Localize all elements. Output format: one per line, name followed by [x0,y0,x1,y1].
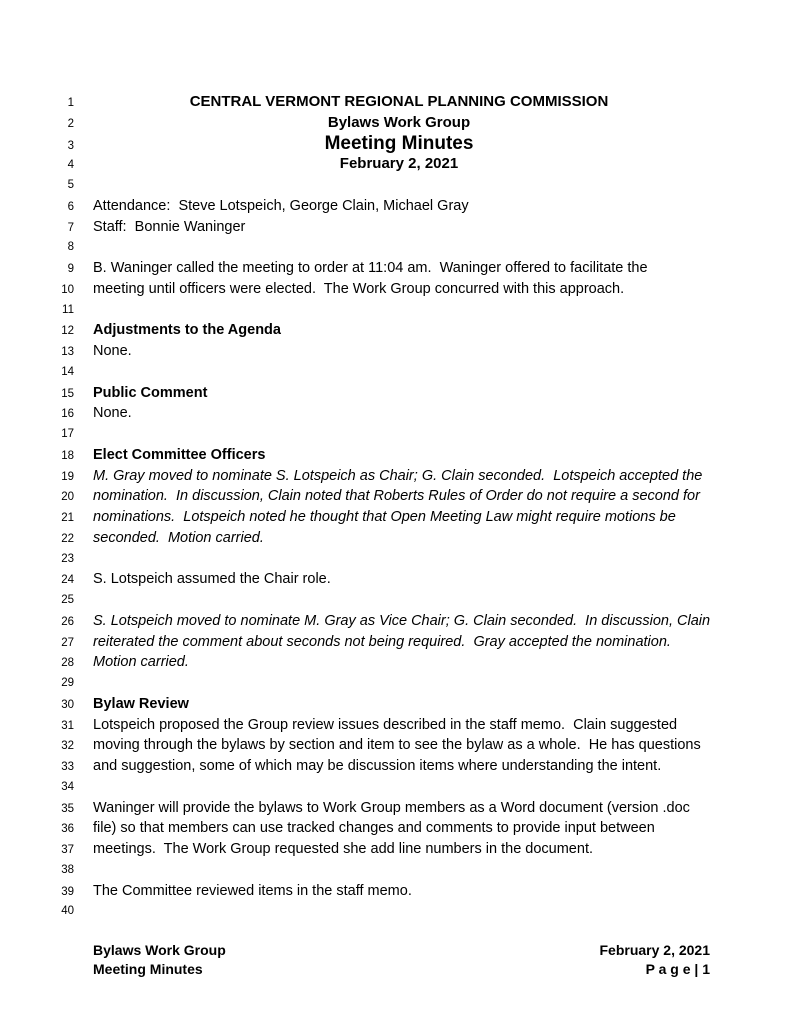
document-line [0,175,791,196]
line-text: None. [93,405,132,422]
document-line [0,528,791,549]
line-number: 36 [61,823,74,836]
line-text: Motion carried. [93,654,189,671]
line-number: 15 [61,387,74,400]
document-line [0,777,791,798]
document-line [0,694,791,715]
document-body [0,92,791,922]
document-line [0,549,791,570]
document-line [0,486,791,507]
document-line [0,258,791,279]
document-line [0,839,791,860]
line-number: 5 [67,179,74,191]
line-number: 38 [61,863,74,876]
line-text: nomination. In discussion, Clain noted that Roberts Rules of Order do not require a second for [93,488,700,505]
line-text: and suggestion, some of which may be discussion items where understanding the intent. [93,758,662,774]
document-line [0,715,791,736]
line-number: 33 [61,761,74,773]
line-text: Lotspeich proposed the Group review issues described in the staff memo. Clain suggested [93,716,678,733]
document-line [0,632,791,653]
line-text: Staff: Bonnie Waninger [93,218,246,235]
line-text: CENTRAL VERMONT REGIONAL PLANNING COMMISSION [189,93,609,110]
line-text: file) so that members can use tracked changes and comments to provide input between [93,820,655,837]
document-line [0,507,791,528]
line-text: February 2, 2021 [339,155,459,173]
line-number: 29 [61,677,74,689]
document-line [0,383,791,404]
line-number: 25 [61,594,74,606]
footer-page-number: P a g e | 1 [645,961,710,977]
line-number: 18 [61,449,74,462]
line-text: nominations. Lotspeich noted he thought that Open Meeting Law might require motions be [93,509,676,525]
line-text: Meeting Minutes [324,133,474,154]
line-text: Waninger will provide the bylaws to Work Group members as a Word document (version .doc [93,799,690,816]
document-line [0,279,791,300]
document-line [0,341,791,362]
line-number: 37 [61,844,74,856]
line-text: Bylaw Review [93,695,189,712]
footer-doc-title: Meeting Minutes [93,961,203,977]
document-line [0,881,791,902]
line-text: The Committee reviewed items in the staff memo. [93,882,412,899]
document-line [0,818,791,839]
line-number: 28 [61,657,74,670]
line-text: Adjustments to the Agenda [93,322,281,339]
document-line [0,362,791,383]
line-number: 3 [67,139,74,152]
line-text: moving through the bylaws by section and item to see the bylaw as a whole. He has questions [93,737,701,754]
line-number: 1 [67,97,74,109]
line-text: S. Lotspeich moved to nominate M. Gray as Vice Chair; G. Clain seconded. In discussion, Clain [93,612,711,629]
line-number: 14 [61,365,74,378]
line-number: 35 [61,802,74,815]
document-line [0,196,791,217]
line-text: Elect Committee Officers [93,446,266,463]
line-number: 16 [61,408,74,421]
line-number: 27 [61,636,74,649]
line-text: reiterated the comment about seconds not being required. Gray accepted the nomination. [93,633,671,650]
line-number: 21 [61,512,74,524]
document-line [0,134,791,155]
document-line [0,798,791,819]
document-line [0,320,791,341]
document-line [0,237,791,258]
line-text: M. Gray moved to nominate S. Lotspeich as Chair; G. Clain seconded. Lotspeich accepted the [93,467,703,484]
footer-group-name: Bylaws Work Group [93,942,226,958]
line-number: 9 [67,263,74,275]
document-line [0,424,791,445]
line-number: 20 [61,491,74,504]
document-line [0,652,791,673]
line-text: B. Waninger called the meeting to order at 11:04 am. Waninger offered to facilitate the [93,260,648,276]
line-number: 8 [67,241,74,254]
line-number: 31 [61,719,74,732]
line-number: 32 [61,740,74,753]
line-number: 4 [67,159,74,172]
document-line [0,673,791,694]
footer-date: February 2, 2021 [599,942,710,958]
line-number: 12 [61,325,74,338]
document-line [0,569,791,590]
document-line [0,611,791,632]
footer-right [599,941,710,979]
line-number: 19 [61,470,74,483]
line-text: Attendance: Steve Lotspeich, George Clain, Michael Gray [93,197,469,214]
line-number: 17 [61,428,74,440]
document-line [0,901,791,922]
document-line [0,300,791,321]
document-line [0,860,791,881]
line-text: meeting until officers were elected. The Work Group concurred with this approach. [93,280,625,297]
line-text: Public Comment [93,384,208,401]
line-text: seconded. Motion carried. [93,529,264,546]
footer-left [93,941,226,979]
line-number: 24 [61,574,74,587]
line-number: 40 [61,905,74,918]
document-line [0,92,791,113]
line-number: 23 [61,552,74,565]
document-line [0,756,791,777]
document-line [0,466,791,487]
line-number: 10 [61,283,74,296]
line-number: 22 [61,532,74,545]
line-number: 11 [62,303,74,316]
document-line [0,445,791,466]
document-line [0,403,791,424]
line-number: 34 [61,780,74,793]
line-number: 26 [61,615,74,628]
line-text: S. Lotspeich assumed the Chair role. [93,571,331,588]
line-text: Bylaws Work Group [327,113,471,131]
line-number: 39 [61,885,74,898]
document-line [0,154,791,175]
document-line [0,217,791,238]
page-footer [93,941,710,979]
line-number: 7 [67,221,74,234]
document-line [0,590,791,611]
line-number: 13 [61,346,74,358]
line-text: None. [93,343,132,359]
line-number: 2 [67,117,74,130]
document-line [0,113,791,134]
document-line [0,735,791,756]
line-number: 30 [61,698,74,711]
line-number: 6 [67,200,74,213]
line-text: meetings. The Work Group requested she add line numbers in the document. [93,841,593,857]
